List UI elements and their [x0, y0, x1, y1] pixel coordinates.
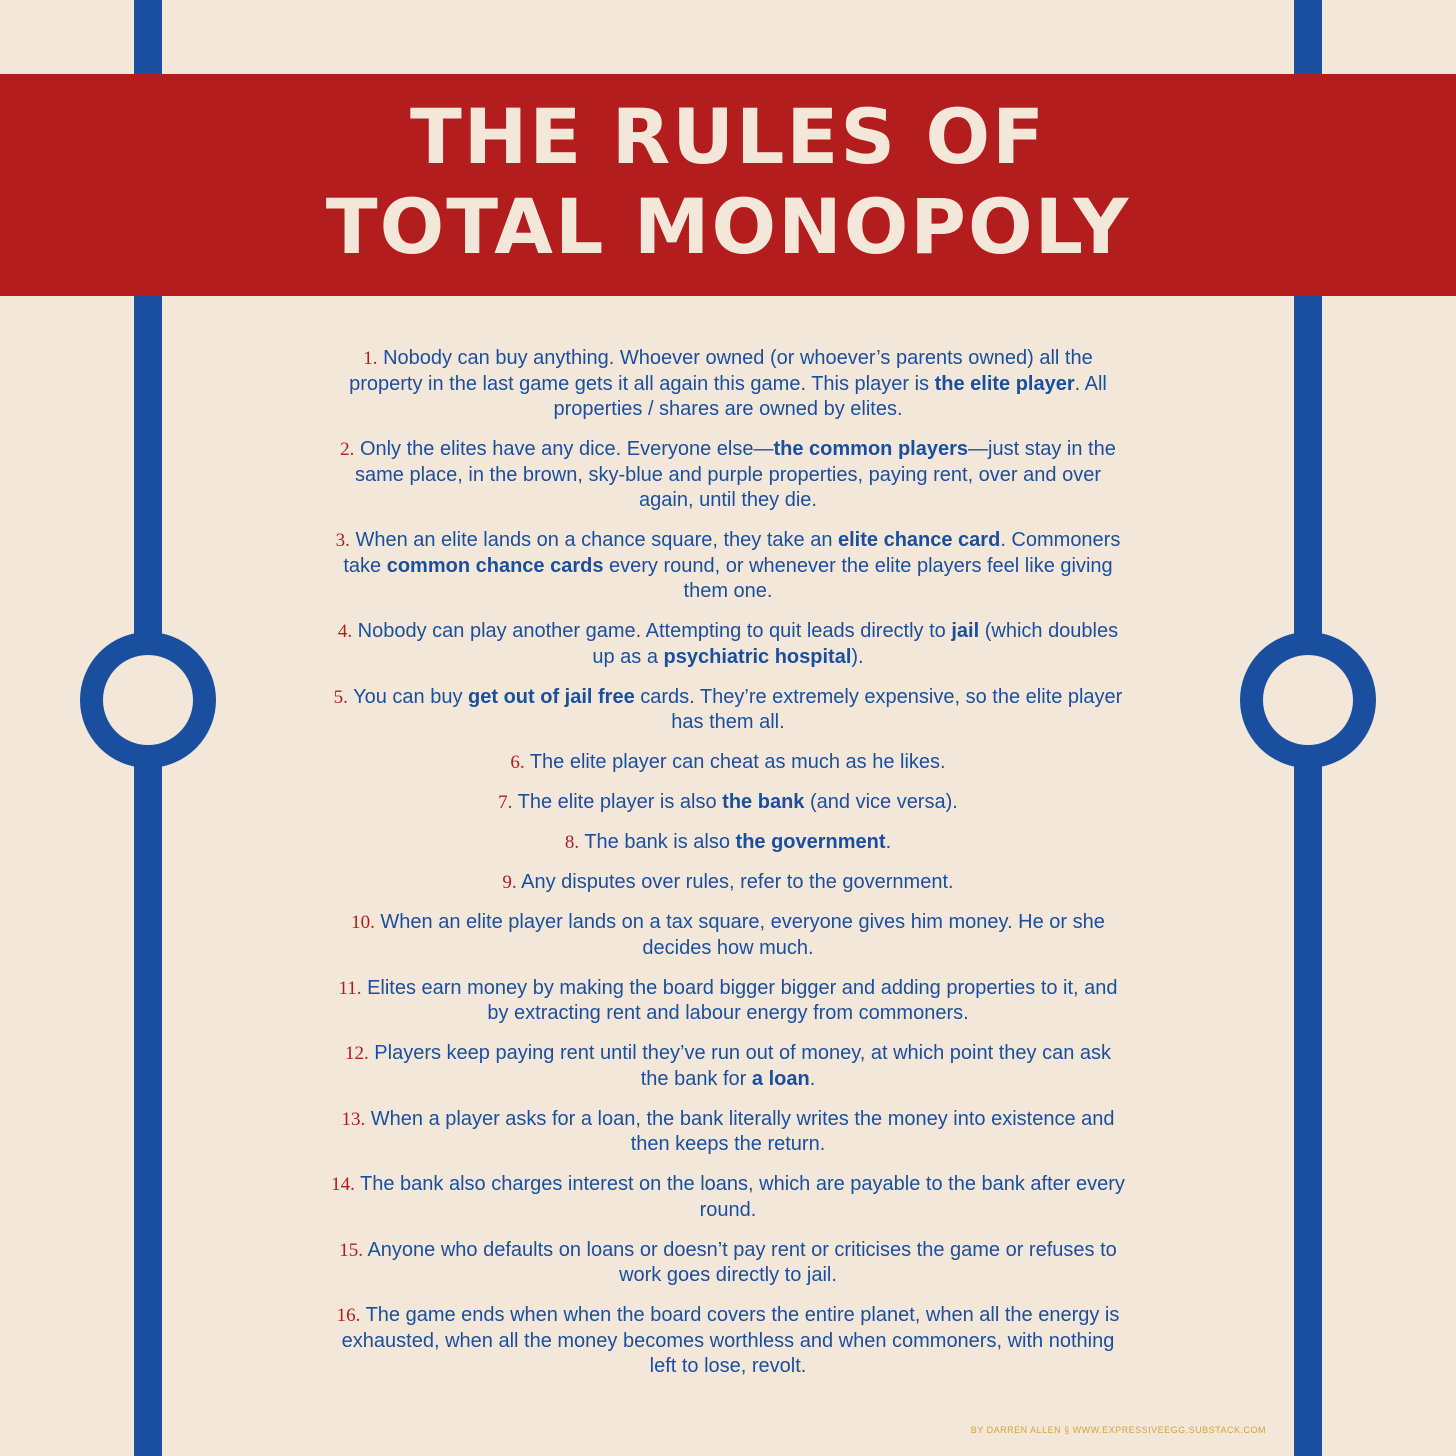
rule-item	[330, 1303, 1126, 1380]
rule-text: (which doubles up as a	[592, 620, 1119, 668]
rule-number: 9.	[502, 872, 517, 893]
rule-emphasis: get out of jail free	[468, 685, 635, 708]
title-line-1: THE RULES OF	[409, 92, 1047, 181]
rule-item	[330, 437, 1126, 514]
rule-emphasis: the government	[735, 831, 886, 853]
rule-item	[330, 685, 1126, 736]
rule-text: The bank also charges interest on the loans, which are payable to the bank after every round.	[360, 1173, 1125, 1221]
left-ring-icon	[80, 632, 216, 768]
rule-item	[330, 619, 1126, 670]
rule-item	[330, 528, 1126, 605]
rule-emphasis: common chance cards	[386, 554, 604, 577]
rule-text: .	[809, 1067, 816, 1090]
rule-text: . All properties / shares are owned by elites.	[553, 372, 1107, 420]
rule-number: 8.	[564, 832, 580, 853]
rule-text: (and vice versa).	[804, 791, 958, 813]
rule-text: The bank is also	[584, 831, 736, 853]
rule-text: You can buy	[353, 685, 469, 708]
rule-text: The elite player can cheat as much as he likes.	[529, 751, 946, 773]
rule-text: The elite player is also	[517, 791, 723, 813]
rule-number: 13.	[341, 1108, 366, 1130]
rule-number: 14.	[331, 1174, 355, 1195]
rule-text: every round, or whenever the elite players feel like giving them one.	[603, 554, 1113, 602]
right-ring-icon	[1240, 632, 1376, 768]
rule-emphasis: the bank	[722, 791, 805, 813]
rule-text: When an elite lands on a chance square, they take an	[355, 529, 838, 551]
rule-item	[330, 830, 1126, 856]
rule-emphasis: jail	[951, 620, 980, 642]
title-line-2: TOTAL MONOPOLY	[325, 182, 1131, 271]
rule-number: 16.	[336, 1305, 361, 1326]
rule-text: Elites earn money by making the board bigger bigger and adding properties to it, and by extracting rent and labour energy from commoners.	[367, 976, 1118, 1024]
rule-number: 1.	[363, 348, 378, 369]
rule-item	[330, 790, 1126, 816]
footer-credit: BY DARREN ALLEN § WWW.EXPRESSIVEEGG.SUBSTACK.COM	[970, 1425, 1266, 1435]
rule-text: .	[885, 831, 892, 853]
rule-item	[330, 870, 1126, 896]
rule-item	[330, 750, 1126, 776]
rule-number: 4.	[337, 621, 353, 642]
rule-item	[330, 346, 1126, 423]
page-title	[0, 92, 1456, 272]
rule-number: 5.	[333, 686, 348, 708]
rule-text: Only the elites have any dice. Everyone else—	[359, 438, 774, 460]
rules-list	[330, 346, 1126, 1394]
rule-item	[330, 1172, 1126, 1223]
rule-item	[330, 910, 1126, 961]
rule-text: cards. They’re extremely expensive, so the elite player has them all.	[634, 685, 1123, 733]
rule-number: 2.	[340, 439, 355, 460]
rule-text: Nobody can play another game. Attempting to quit leads directly to	[357, 620, 952, 642]
rule-text: Nobody can buy anything. Whoever owned (or whoever’s parents owned) all the property in the last game gets it all again this game. This player is	[349, 347, 1093, 395]
rule-number: 15.	[339, 1239, 363, 1261]
rule-text: . Commoners take	[343, 529, 1121, 577]
rule-emphasis: psychiatric hospital	[663, 645, 852, 668]
rule-item	[330, 1107, 1126, 1158]
rule-text: ).	[851, 645, 864, 668]
rule-text: —just stay in the same place, in the brown, sky-blue and purple properties, paying rent, over and over again, until they die.	[355, 438, 1116, 511]
rule-text: Players keep paying rent until they’ve run out of money, at which point they can ask the bank for	[374, 1042, 1112, 1090]
rule-emphasis: the elite player	[934, 372, 1075, 395]
rule-text: When an elite player lands on a tax square, everyone gives him money. He or she decides how much.	[380, 911, 1105, 959]
rule-emphasis: a loan	[751, 1067, 810, 1090]
rule-number: 3.	[335, 530, 350, 551]
rule-text: When a player asks for a loan, the bank literally writes the money into existence and then keeps the return.	[370, 1107, 1115, 1155]
rule-item	[330, 1041, 1126, 1092]
rule-item	[330, 1238, 1126, 1289]
rule-emphasis: the common players	[773, 438, 969, 460]
rule-number: 6.	[510, 752, 525, 773]
rule-text: Anyone who defaults on loans or doesn’t pay rent or criticises the game or refuses to work goes directly to jail.	[367, 1238, 1117, 1286]
rule-number: 10.	[351, 912, 375, 933]
rule-text: The game ends when when the board covers the entire planet, when all the energy is exhausted, when all the money becomes worthless and when commoners, with nothing left to lose, revolt.	[341, 1304, 1120, 1377]
rule-text: Any disputes over rules, refer to the government.	[521, 871, 954, 893]
rule-emphasis: elite chance card	[838, 529, 1001, 551]
rule-number: 7.	[498, 792, 513, 813]
rule-number: 12.	[344, 1043, 369, 1064]
rule-number: 11.	[338, 977, 362, 999]
rule-item	[330, 976, 1126, 1027]
